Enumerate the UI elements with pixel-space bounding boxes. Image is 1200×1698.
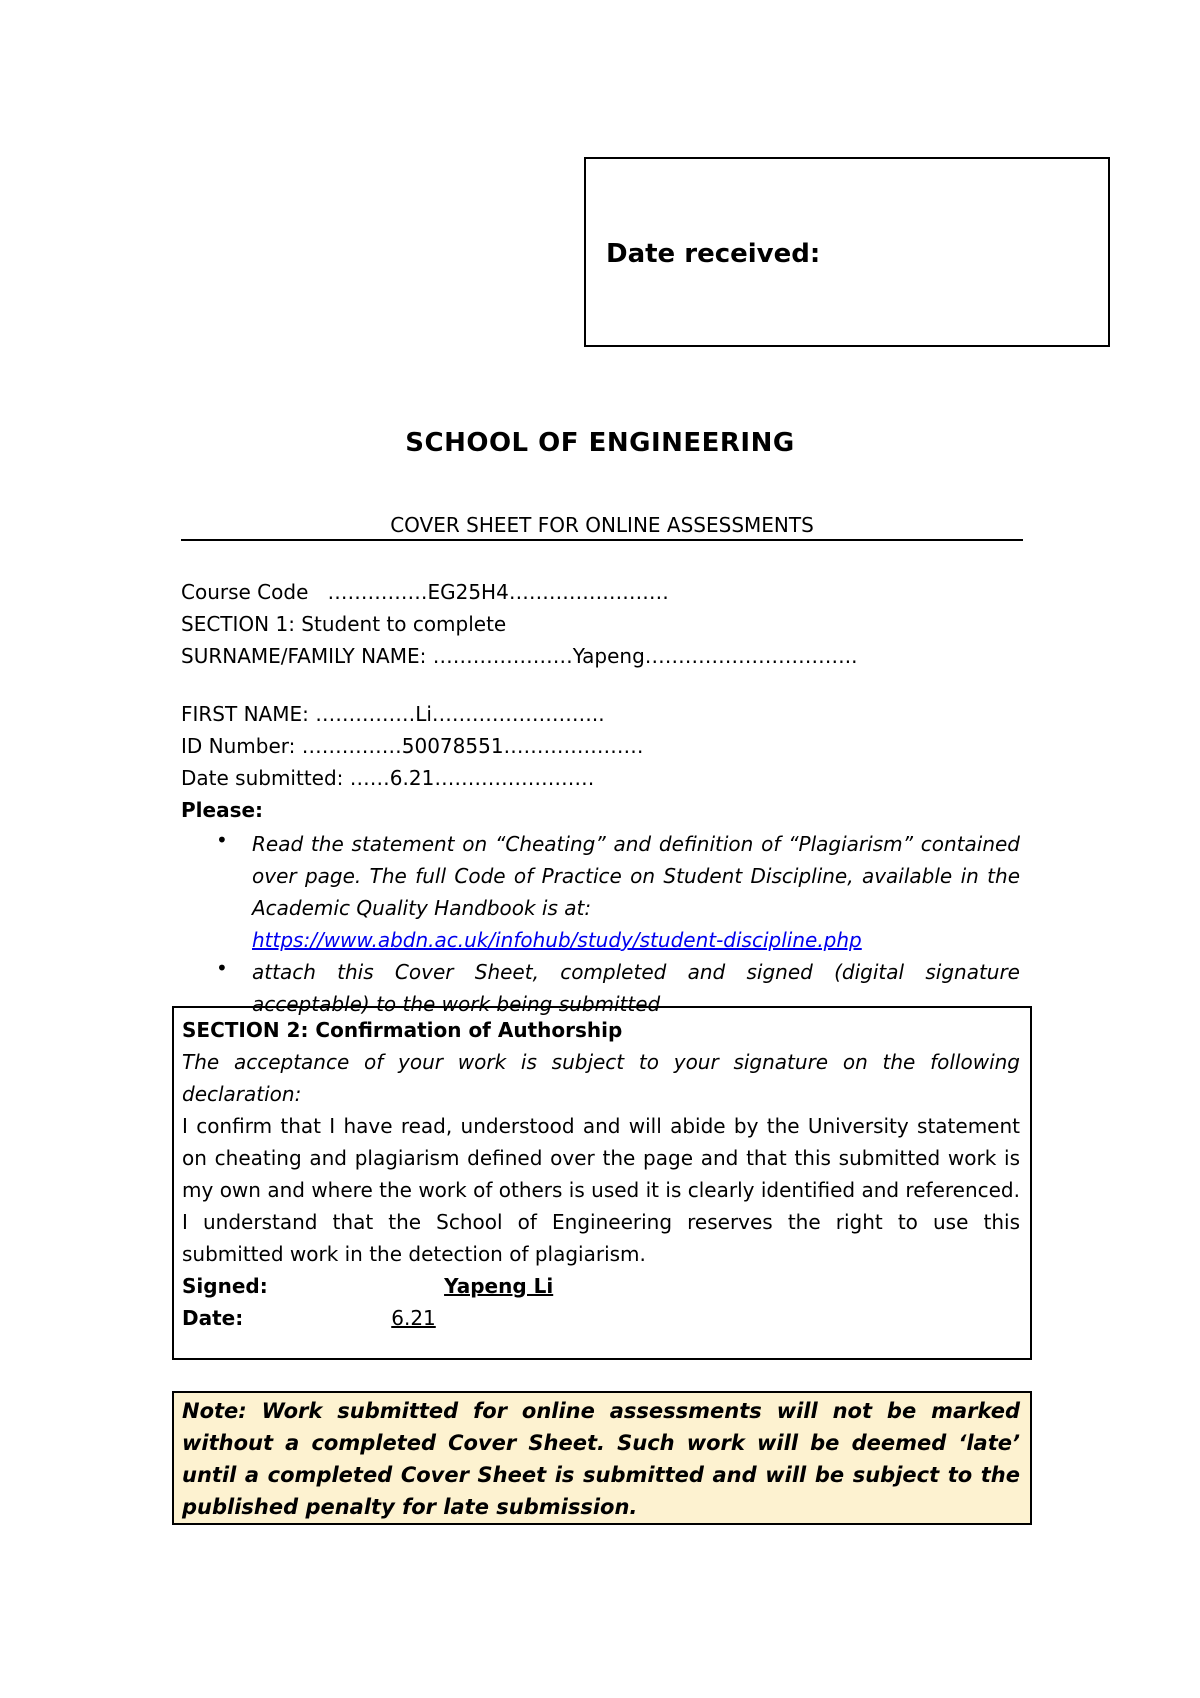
section1-heading — [181, 612, 506, 636]
surname-value: …………………Yapeng………………………….. — [432, 644, 858, 668]
note-box — [172, 1391, 1032, 1525]
id-number-label: ID Number: — [181, 734, 296, 758]
signed-label: Signed: — [182, 1274, 268, 1298]
date-line — [182, 1302, 1020, 1334]
date-field — [243, 1306, 672, 1330]
signed-line — [182, 1270, 1020, 1302]
date-label: Date: — [182, 1306, 244, 1330]
first-name-label: FIRST NAME: — [181, 702, 309, 726]
please-label: Please: — [181, 798, 264, 822]
section2-content — [182, 1014, 1020, 1334]
school-title: SCHOOL OF ENGINEERING — [405, 428, 795, 458]
cover-sheet-title: COVER SHEET FOR ONLINE ASSESSMENTS — [181, 513, 1023, 541]
section1-heading-rest: : Student to complete — [288, 612, 507, 636]
bullet-2-marker: • — [216, 956, 228, 980]
course-code-value: ……………EG25H4…………………… — [327, 580, 669, 604]
id-number-value: ……………50078551………………… — [301, 734, 644, 758]
bullet-1-marker: • — [216, 828, 228, 852]
bullet-1-body: Read the statement on “Cheating” and definition of “Plagiarism” contained over page. The full Code of Practice on Student Discipline, available in the Academic Quality Handbook is at: — [252, 832, 1020, 920]
bullet-1-text — [252, 828, 1020, 956]
date-value: 6.21 — [391, 1306, 436, 1330]
section2-declaration: I confirm that I have read, understood and will abide by the University statement on cheating and plagiarism defined over the page and that this submitted work is my own and where the work of others is used it is clearly identified and referenced. I understand that the School of Engineering reserves the right to use this submitted work in the detection of plagiarism. — [182, 1114, 1020, 1266]
course-code-label: Course Code — [181, 580, 309, 604]
signature-field — [274, 1274, 871, 1298]
student-discipline-link[interactable]: https://www.abdn.ac.uk/infohub/study/student-discipline.php — [252, 928, 862, 952]
date-submitted-label: Date submitted: — [181, 766, 344, 790]
section2-box — [172, 1006, 1032, 1360]
surname-label: SURNAME/FAMILY NAME: — [181, 644, 427, 668]
section2-heading: SECTION 2: Confirmation of Authorship — [182, 1018, 623, 1042]
section1-heading-bold: SECTION 1 — [181, 612, 289, 636]
note-text: Note: Work submitted for online assessments will not be marked without a completed Cover Sheet. Such work will be deemed ‘late’ until a completed Cover Sheet is submitted and will be subject to the published penalty for late submission. — [182, 1399, 1020, 1519]
date-received-label: Date received: — [606, 239, 821, 269]
first-name-value: ……………Li…………………….. — [315, 702, 605, 726]
section2-intro: The acceptance of your work is subject to your signature on the following declaration: — [182, 1050, 1020, 1106]
id-number-line — [181, 734, 644, 758]
date-received-box — [584, 157, 1110, 347]
date-submitted-value: ……6.21…………………… — [349, 766, 595, 790]
course-code-line — [181, 580, 669, 604]
date-submitted-line — [181, 766, 594, 790]
bullet-2-text: attach this Cover Sheet, completed and signed (digital signature acceptable) to the work being submitted — [252, 960, 1020, 1016]
signed-value: Yapeng Li — [444, 1274, 554, 1298]
first-name-line — [181, 702, 605, 726]
surname-line — [181, 644, 858, 668]
